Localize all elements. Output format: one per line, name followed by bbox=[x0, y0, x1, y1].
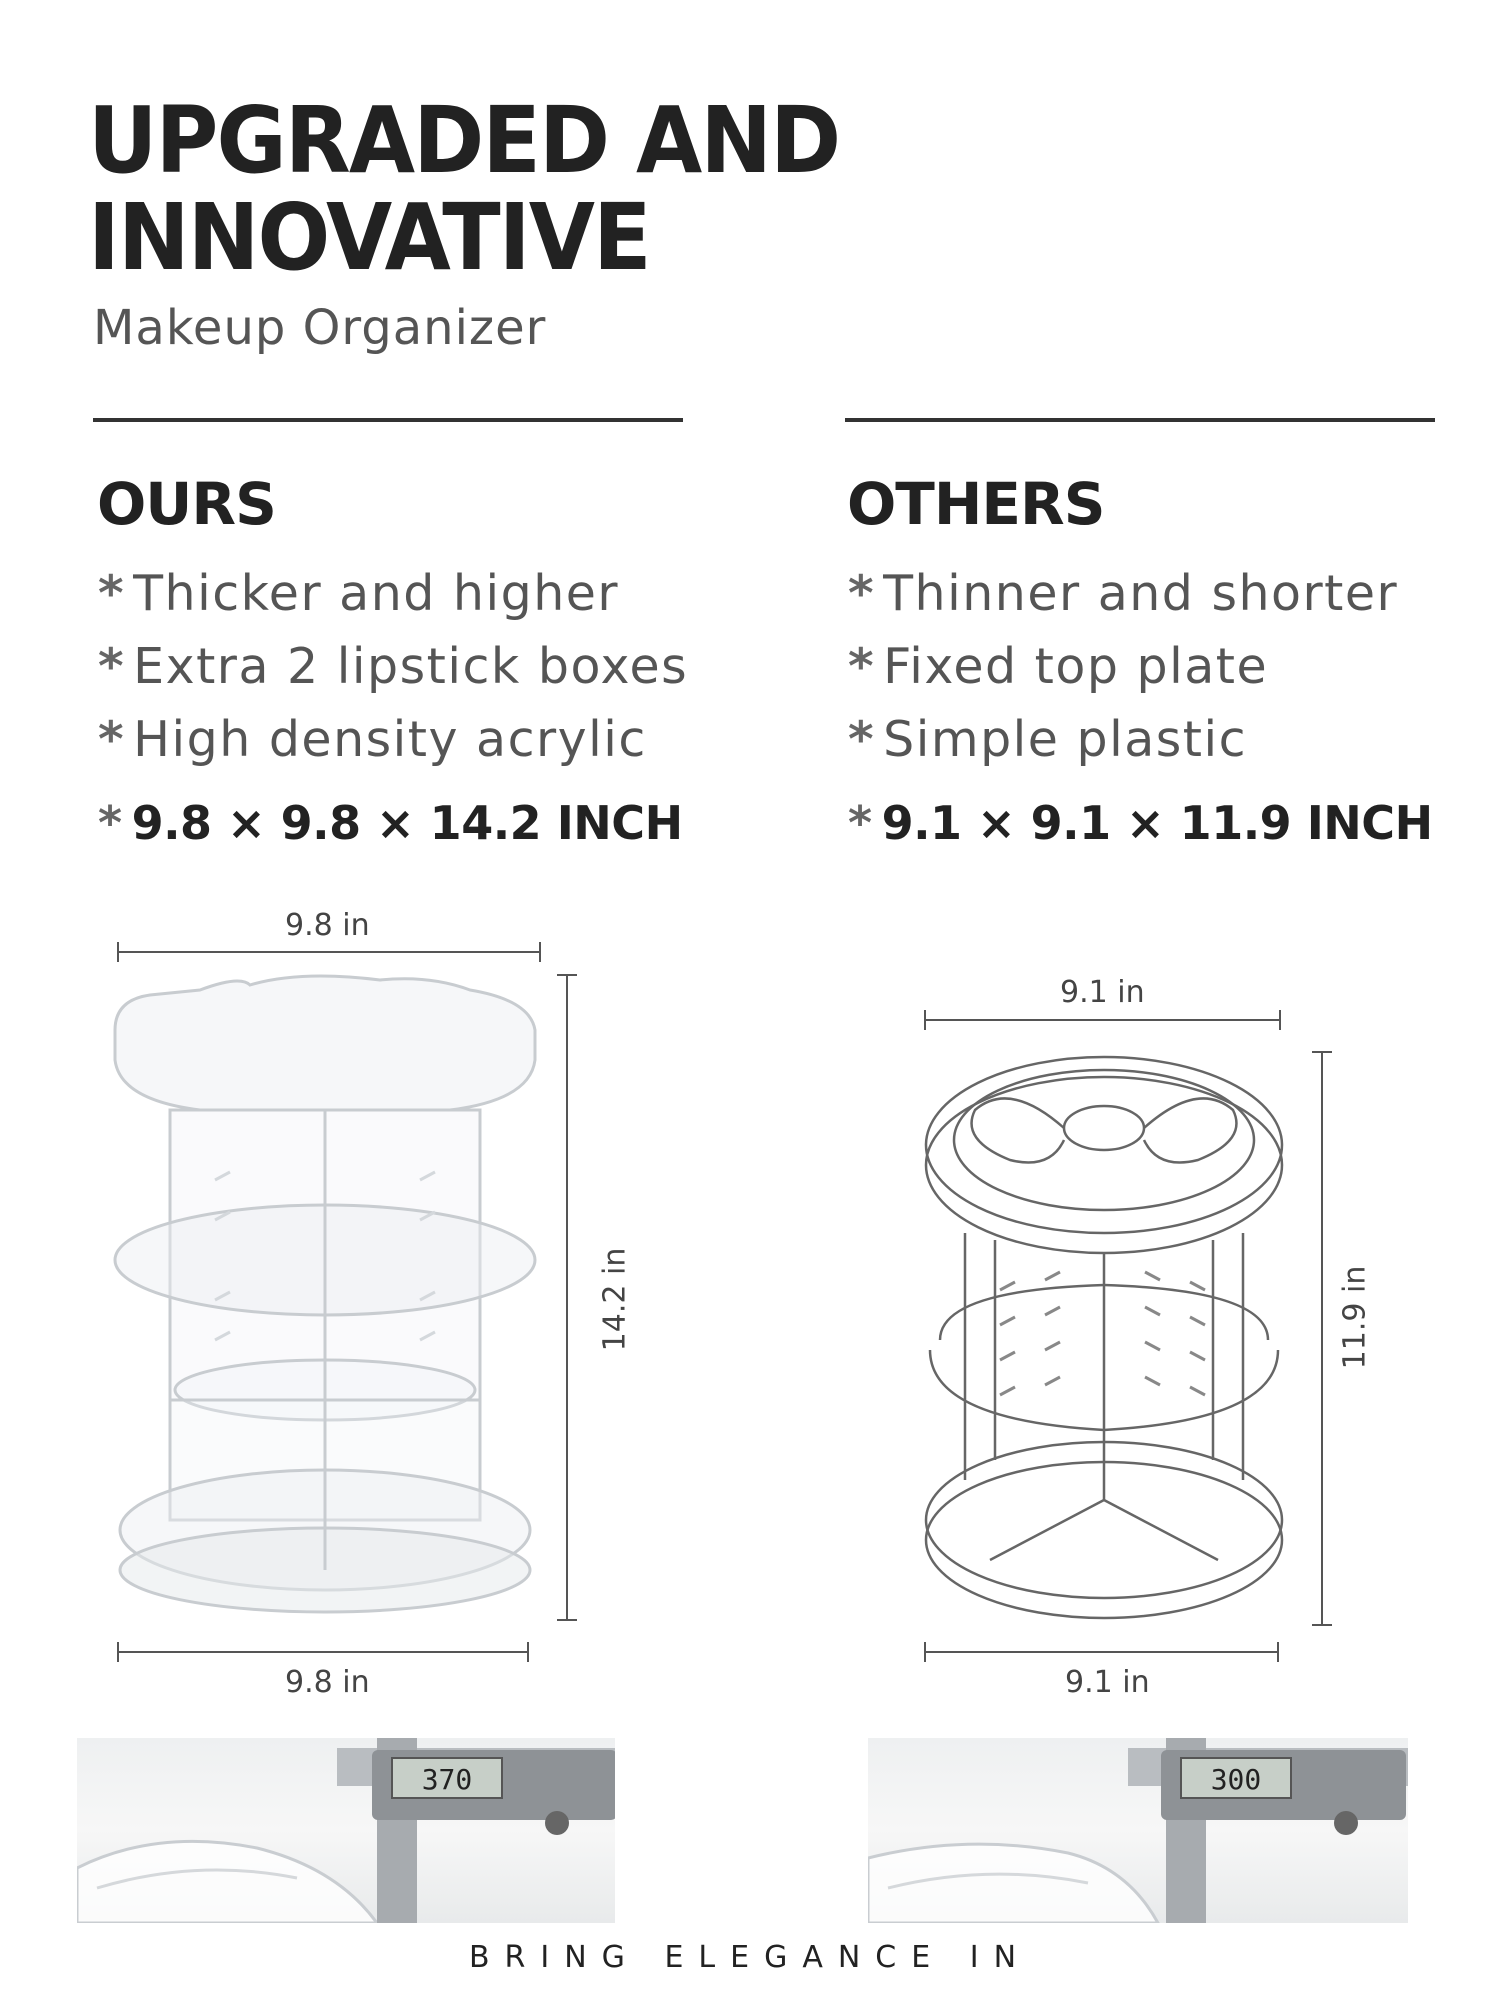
others-dimensions: * 9.1 × 9.1 × 11.9 INCH bbox=[848, 796, 1433, 850]
others-bullet-2: * Fixed top plate bbox=[848, 638, 1269, 695]
others-caliper-photo bbox=[868, 1738, 1408, 1923]
others-heading: OTHERS bbox=[847, 470, 1105, 538]
ours-bullet-3: * High density acrylic bbox=[98, 711, 647, 768]
ours-bullet-2: * Extra 2 lipstick boxes bbox=[98, 638, 689, 695]
others-caliper-reading: 300 bbox=[1210, 1763, 1262, 1796]
others-height-label: 11.9 in bbox=[1337, 1265, 1373, 1370]
ours-caliper-reading: 370 bbox=[421, 1763, 473, 1796]
others-bullet-3: * Simple plastic bbox=[848, 711, 1248, 768]
ours-height-label: 14.2 in bbox=[597, 1247, 633, 1352]
ours-dimensions: * 9.8 × 9.8 × 14.2 INCH bbox=[98, 796, 683, 850]
others-width-top-label: 9.1 in bbox=[1060, 975, 1145, 1010]
others-bullet-1: * Thinner and shorter bbox=[848, 565, 1399, 622]
footer-tagline: BRING ELEGANCE IN bbox=[468, 1940, 1032, 1975]
ours-bullet-1: * Thicker and higher bbox=[98, 565, 620, 622]
ours-heading: OURS bbox=[97, 470, 276, 538]
ours-caliper-photo bbox=[77, 1738, 615, 1923]
ours-width-top-label: 9.8 in bbox=[285, 908, 370, 943]
ours-width-bottom-label: 9.8 in bbox=[285, 1665, 370, 1700]
subtitle: Makeup Organizer bbox=[93, 300, 547, 356]
title-line-2: INNOVATIVE bbox=[88, 184, 650, 291]
others-width-bottom-label: 9.1 in bbox=[1065, 1665, 1150, 1700]
title-line-1: UPGRADED AND bbox=[88, 87, 840, 194]
